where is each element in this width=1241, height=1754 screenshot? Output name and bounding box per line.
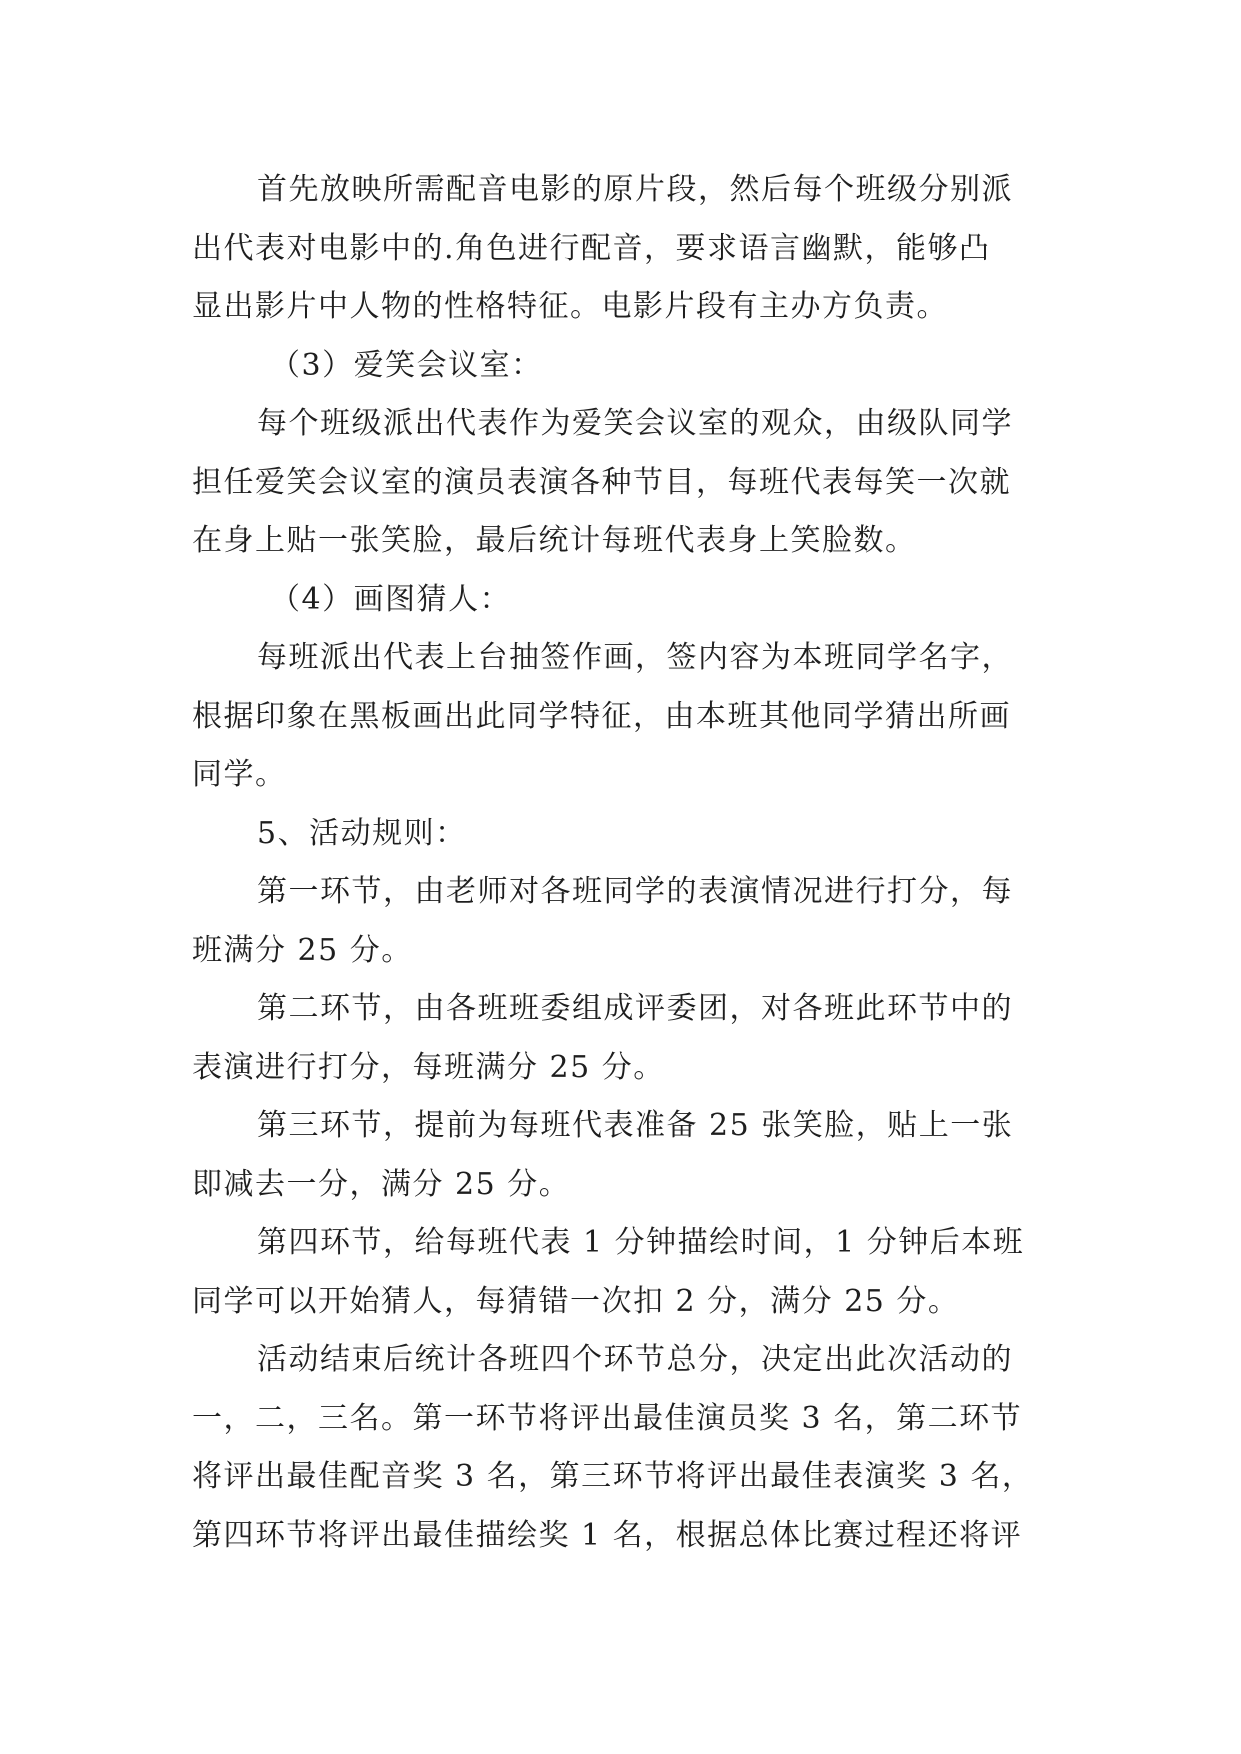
paragraph-line: 出代表对电影中的.角色进行配音，要求语言幽默，能够凸 <box>192 231 991 266</box>
paragraph-line: 即减去一分，满分 25 分。 <box>192 1167 571 1202</box>
paragraph-line: 表演进行打分，每班满分 25 分。 <box>192 1050 665 1085</box>
paragraph-line: 一，二，三名。第一环节将评出最佳演员奖 3 名，第二环节 <box>192 1401 1023 1436</box>
paragraph-line: 班满分 25 分。 <box>192 933 413 968</box>
section-heading: 5、活动规则： <box>257 816 467 851</box>
section-heading: （3）爱笑会议室： <box>270 348 543 383</box>
paragraph-line: 将评出最佳配音奖 3 名，第三环节将评出最佳表演奖 3 名， <box>192 1459 1034 1494</box>
paragraph-line: 每个班级派出代表作为爱笑会议室的观众，由级队同学 <box>257 406 1013 441</box>
paragraph-line: 第四环节将评出最佳描绘奖 1 名，根据总体比赛过程还将评 <box>192 1518 1023 1553</box>
paragraph-line: 第一环节，由老师对各班同学的表演情况进行打分，每 <box>257 874 1013 909</box>
paragraph-line: 同学可以开始猜人，每猜错一次扣 2 分，满分 25 分。 <box>192 1284 960 1319</box>
paragraph-line: 同学。 <box>192 757 287 792</box>
paragraph-line: 担任爱笑会议室的演员表演各种节目，每班代表每笑一次就 <box>192 465 1011 500</box>
paragraph-line: 显出影片中人物的性格特征。电影片段有主办方负责。 <box>192 289 948 324</box>
section-heading: （4）画图猜人： <box>270 582 512 617</box>
paragraph-line: 第三环节，提前为每班代表准备 25 张笑脸，贴上一张 <box>257 1108 1014 1143</box>
paragraph-line: 每班派出代表上台抽签作画，签内容为本班同学名字， <box>257 640 1013 675</box>
paragraph-line: 第四环节，给每班代表 1 分钟描绘时间，1 分钟后本班 <box>257 1225 1025 1260</box>
paragraph-line: 活动结束后统计各班四个环节总分，决定出此次活动的 <box>257 1342 1013 1377</box>
paragraph-line: 第二环节，由各班班委组成评委团，对各班此环节中的 <box>257 991 1013 1026</box>
paragraph-line: 根据印象在黑板画出此同学特征，由本班其他同学猜出所画 <box>192 699 1011 734</box>
paragraph-line: 在身上贴一张笑脸，最后统计每班代表身上笑脸数。 <box>192 523 917 558</box>
paragraph-line: 首先放映所需配音电影的原片段，然后每个班级分别派 <box>257 172 1013 207</box>
